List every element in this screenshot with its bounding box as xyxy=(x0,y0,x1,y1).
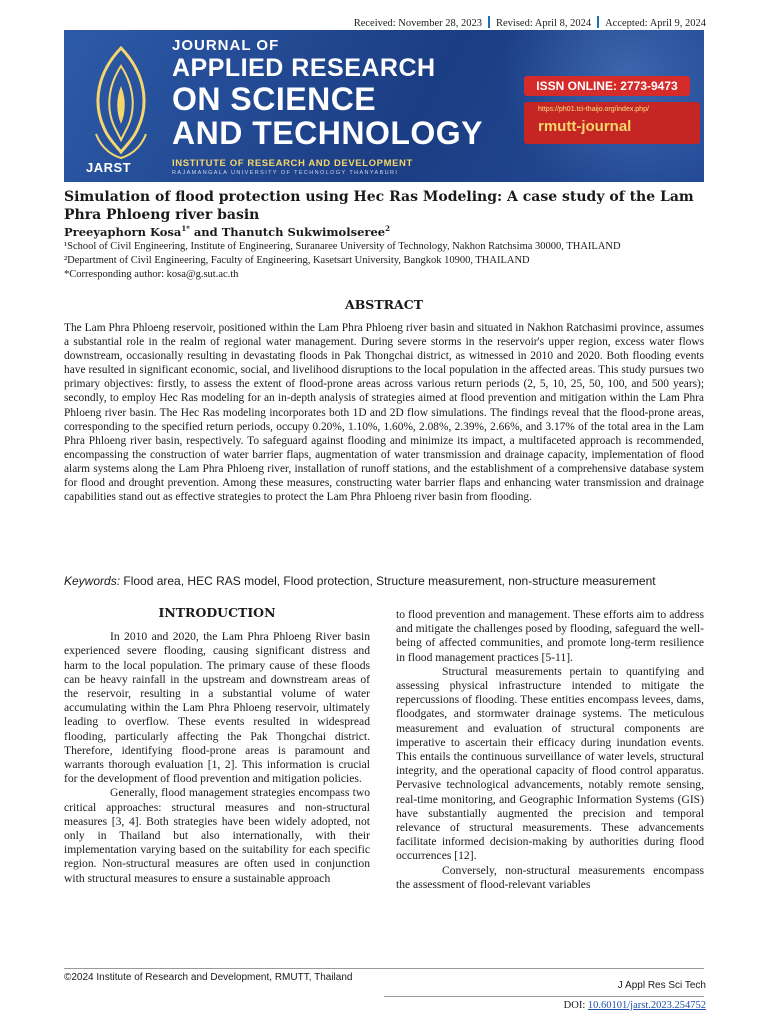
logo-text: JARST xyxy=(86,160,132,175)
journal-url[interactable]: https://ph01.tci-thaijo.org/index.php/ xyxy=(538,106,649,113)
author-2-sup: 2 xyxy=(385,224,390,233)
affiliation-1: ¹School of Civil Engineering, Institute of Engineering, Suranaree University of Technology, Nakhon Ratchsima 30000, THAILAND xyxy=(64,241,621,252)
doi xyxy=(564,1000,706,1011)
column-left xyxy=(64,606,370,886)
affiliation-2: ²Department of Civil Engineering, Faculty of Engineering, Kasetsart University, Bangkok 10900, THAILAND xyxy=(64,255,530,266)
jarst-logo-icon xyxy=(78,42,164,174)
university-name: RAJAMANGALA UNIVERSITY OF TECHNOLOGY THANYABURI xyxy=(172,170,399,176)
revised-date: Revised: April 8, 2024 xyxy=(496,18,592,29)
dates-bar xyxy=(354,16,706,29)
keywords xyxy=(64,574,708,588)
paper-title: Simulation of flood protection using Hec Ras Modeling: A case study of the Lam Phra Phloeng river basin xyxy=(64,189,694,223)
footer-divider xyxy=(64,968,704,969)
abstract-heading: ABSTRACT xyxy=(345,297,423,312)
copyright: ©2024 Institute of Research and Development, RMUTT, Thailand xyxy=(64,972,353,983)
accepted-date: Accepted: April 9, 2024 xyxy=(605,18,706,29)
abstract-text: The Lam Phra Phloeng reservoir, positioned within the Lam Phra Phloeng river basin and situated in Nakhon Ratchasimi province, assumes a substantial role in the realm of regional water management. During severe storms in the reservoir's upper region, excess water flows downstream, occasionally resulting in devastating floods in Pak Thongchai district, as witnessed in 2010 and 2020. Both flooding events have resulted in significant economic, social, and livelihood disruptions to the local population in the affected areas. This study pursues two primary objectives: firstly, to assess the extent of flood-prone areas across various return periods (2, 5, 10, 25, 50, 100, and 500 years); secondly, to employ Hec Ras modeling for an in-depth analysis of strategies aimed at flood prevention and mitigation within the Lam Phra Phloeng river basin. The Hec Ras modeling incorporates both 1D and 2D flow simulations. The findings reveal that the flood-prone areas, corresponding to the specified return periods, occupy 0.20%, 1.10%, 1.60%, 2.08%, 2.39%, 2.66%, and 3.17% of the total area in the Lam Phra Phloeng river basin, respectively. To safeguard against flooding and minimize its impact, a multifaceted approach is recommended, encompassing the construction of water barrier flaps, augmentation of water transmission and drainage capacity, implementation of flood alarm systems along the Lam Phra Phloeng river, installation of runoff stations, and the establishment of a comprehensive database system for flood and drought prevention. Among these measures, constructing water barrier flaps and enhancing water transmission and drainage capabilities stand out as effective strategies to protect the Lam Phra Phloeng river basin from flooding. xyxy=(64,322,704,504)
doi-link[interactable]: 10.60101/jarst.2023.254752 xyxy=(587,1000,706,1011)
author-1-sup: 1* xyxy=(181,224,190,233)
intro-paragraph-5: Conversely, non-structural measurements encompass the assessment of flood-relevant variables xyxy=(396,863,704,891)
journal-title-line1: JOURNAL OF xyxy=(172,37,280,54)
author-1: Preeyaphorn Kosa xyxy=(64,224,182,239)
doi-label: DOI: xyxy=(563,1000,588,1011)
journal-title-line2: APPLIED RESEARCH xyxy=(172,54,436,82)
column-right xyxy=(396,608,704,892)
intro-paragraph-3: to flood prevention and management. These efforts aim to address and mitigate the challenges posed by flooding, safeguard the well-being of affected communities, and promote long-term resilience in flood management practices [5-11]. xyxy=(396,608,704,664)
intro-paragraph-1: In 2010 and 2020, the Lam Phra Phloeng River basin experienced severe flooding, causing significant distress and harm to the local population. The primary cause of these floods can be heavy rainfall in the upstream and downstream areas of the reservoir, resulting in a substantial volume of water accumulating within the Lam Phra Phloeng reservoir, ultimately leading to overflow. These events resulted in widespread flooding, particularly affecting the Pak Thongchai district. Therefore, identifying flood-prone areas is paramount and warrants thorough evaluation [1, 2]. This information is crucial for the development of flood prevention and mitigation policies. xyxy=(64,630,370,786)
journal-handle[interactable]: rmutt-journal xyxy=(538,118,632,135)
keywords-label: Keywords: xyxy=(64,574,121,588)
introduction-heading: INTRODUCTION xyxy=(158,605,276,620)
divider xyxy=(597,16,599,28)
journal-abbrev: J Appl Res Sci Tech xyxy=(617,980,706,991)
intro-paragraph-4: Structural measurements pertain to quantifying and assessing physical infrastructure intended to mitigate the repercussions of flooding. These entities encompass levees, dams, floodgates, and stormwater drainage systems. The meticulous measurement and evaluation of structural components are imperative to ascertain their efficacy during inundation events. This entails the continuous surveillance of water levels, structural integrity, and the operational capacity of flood control apparatus. Pervasive technological advancements, notably remote sensing, real-time monitoring, and Geographic Information Systems (GIS) have substantially augmented the precision and temporal relevance of structural measurements. These advancements facilitate informed decision-making by authorities during flood occurrences [12]. xyxy=(396,664,704,863)
received-date: Received: November 28, 2023 xyxy=(353,18,482,29)
authors xyxy=(64,224,390,239)
journal-title-line4: AND TECHNOLOGY xyxy=(172,115,483,151)
journal-title-line3: ON SCIENCE xyxy=(172,81,377,117)
author-and: and xyxy=(189,224,222,239)
author-2: Thanutch Sukwimolseree xyxy=(221,224,386,239)
keywords-text: Flood area, HEC RAS model, Flood protection, Structure measurement, non-structure measurement xyxy=(120,574,656,588)
institute-name: INSTITUTE OF RESEARCH AND DEVELOPMENT xyxy=(172,158,413,169)
divider xyxy=(488,16,490,28)
corresponding-author: *Corresponding author: kosa@g.sut.ac.th xyxy=(64,269,239,280)
intro-paragraph-2: Generally, flood management strategies encompass two critical approaches: structural measures and non-structural measures [3, 4]. Both strategies have been widely adopted, not only in Thailand but also internationally, with their implementation varying based on the suitability for each specific region. Non-structural measures are often used in conjunction with structural measures to ensure a sustainable approach xyxy=(64,786,370,885)
journal-banner xyxy=(64,30,704,182)
issn-badge: ISSN ONLINE: 2773-9473 xyxy=(524,76,690,96)
doi-divider xyxy=(384,996,704,997)
journal-title xyxy=(172,38,483,149)
